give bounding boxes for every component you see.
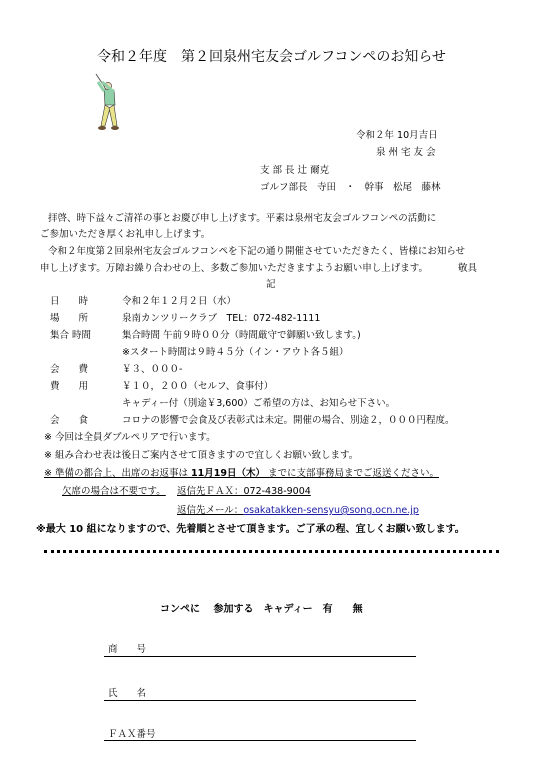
detail-label-place: 場 所 — [50, 313, 89, 324]
note-reply-suffix: までに支部事務局までご返送ください。 — [268, 468, 440, 479]
page-title: 令和２年度 第２回泉州宅友会ゴルフコンペのお知らせ — [97, 49, 446, 65]
reply-email-label: 返信先メール： — [177, 505, 244, 516]
detail-value-dinner: コロナの影響で会食及び表彰式は未定。開催の場合、別途２，０００円程度。 — [122, 415, 455, 426]
detail-value-cost: ￥１０，２００（セルフ、食事付） — [122, 381, 274, 392]
detail-value-date: 令和２年１２月２日（水） — [122, 296, 237, 307]
note-pairings: ※ 組み合わせ表は後日ご案内させて頂きますので宜しくお願い致します。 — [44, 450, 359, 461]
detail-value-start-time: ※スタート時間は９時４５分（イン・アウト各５組） — [122, 347, 349, 358]
company-name-field[interactable] — [104, 656, 416, 657]
reply-email-link[interactable]: osakatakken-sensyu@song.ocn.ne.jp — [243, 505, 419, 516]
company-name-label: 商 号 — [108, 644, 147, 655]
max-groups-notice: ※最大 10 組になりますので、先着順とさせて頂きます。ご了承の程、宜しくお願い致します。 — [36, 524, 465, 535]
reply-email-row — [177, 502, 419, 516]
cut-line — [44, 550, 499, 553]
detail-value-caddie: キャディー付（別途￥3,600）ご希望の方は、お知らせ下さい。 — [122, 398, 396, 409]
greeting-line-3: 令和２年度第２回泉州宅友会ゴルフコンペを下記の通り開催させていただきたく、皆様にお知らせ — [48, 246, 466, 257]
greeting-line-2: ご参加いただき厚くお礼申し上げます。 — [40, 229, 211, 240]
closing-keigu: 敬具 — [458, 263, 478, 274]
reply-deadline-date: 11月19日（木） — [191, 468, 265, 479]
issue-date: 令和２年 10月吉日 — [356, 130, 438, 141]
note-reply-deadline — [44, 465, 439, 479]
golf-officers: ゴルフ部長 寺田 ・ 幹事 松尾 藤林 — [260, 182, 441, 193]
detail-label-cost: 費 用 — [50, 381, 89, 392]
note-absence: 欠席の場合は不要です。 — [62, 486, 166, 497]
fax-number-field[interactable] — [104, 740, 416, 741]
detail-label-fee: 会 費 — [50, 364, 89, 375]
detail-value-place: 泉南カンツリークラブ TEL：072-482-1111 — [122, 313, 321, 324]
golfer-illustration — [84, 70, 130, 134]
detail-label-dinner: 会 食 — [50, 415, 89, 426]
reply-heading: コンペに 参加する キャディー 有 無 — [160, 604, 363, 615]
detail-label-date: 日 時 — [50, 296, 89, 307]
branch-chief: 支 部 長 辻 爾克 — [260, 165, 330, 176]
note-reply-prefix: ※ 準備の都合上、出席のお返事は — [44, 468, 188, 479]
detail-value-meet-time: 集合時間 午前９時００分（時間厳守で御願い致します。) — [122, 330, 361, 341]
fax-number-label: ＦＡＸ番号 — [108, 729, 156, 740]
ki-heading: 記 — [266, 279, 276, 290]
note-double-peoria: ※ 今回は全員ダブルペリアで行います。 — [44, 432, 216, 443]
greeting-line-1: 拝啓、時下益々ご清祥の事とお慶び申し上げます。平素は泉州宅友会ゴルフコンペの活動に — [48, 213, 437, 224]
detail-label-meet-time: 集合 時間 — [50, 330, 92, 341]
detail-value-fee: ￥３、０００- — [122, 364, 183, 375]
organization-name: 泉 州 宅 友 会 — [376, 147, 436, 158]
person-name-field[interactable] — [104, 700, 416, 701]
person-name-label: 氏 名 — [108, 688, 147, 699]
reply-fax: 返信先ＦＡＸ：072-438-9004 — [177, 486, 311, 497]
greeting-line-4: 申し上げます。万障お繰り合わせの上、多数ご参加いただきますようお願い申し上げます。 — [40, 263, 428, 274]
